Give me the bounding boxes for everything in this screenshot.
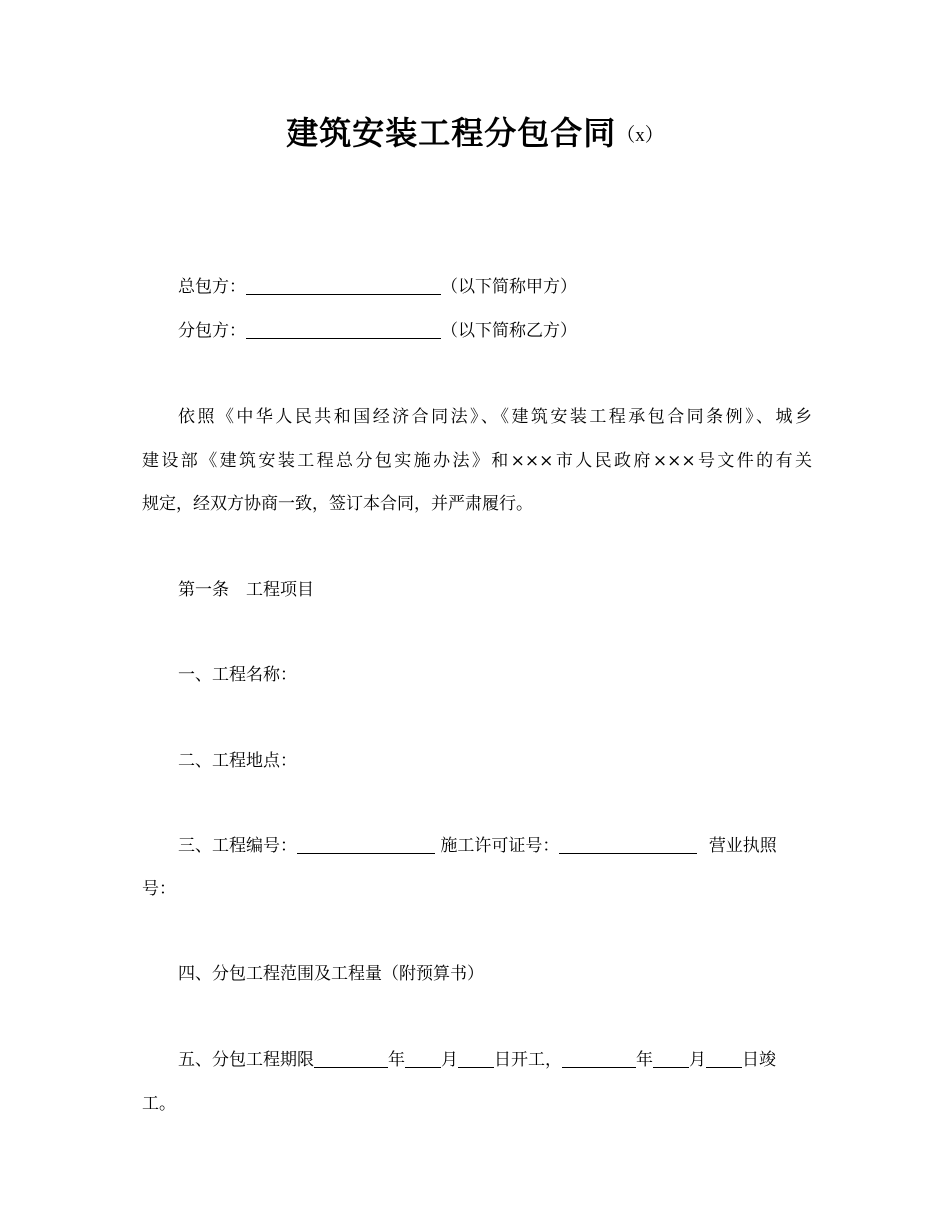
party-a-line <box>142 274 848 300</box>
item-5-month: 月 <box>441 1050 458 1070</box>
item-5-month-2: 月 <box>689 1050 706 1070</box>
end-month-blank[interactable] <box>653 1049 689 1068</box>
item-5-cont <box>142 1091 812 1117</box>
item-2-text: 二、工程地点： <box>178 751 297 771</box>
item-4-text: 四、分包工程范围及工程量（附预算书） <box>178 964 484 984</box>
party-b-blank[interactable] <box>246 320 441 339</box>
item-3 <box>142 833 848 859</box>
item-1-text: 一、工程名称： <box>178 665 297 685</box>
start-day-blank[interactable] <box>458 1049 494 1068</box>
item-3-license-cont: 号： <box>142 879 176 899</box>
project-number-blank[interactable] <box>297 835 435 854</box>
party-b-note: （以下简称乙方） <box>441 321 577 341</box>
title-suffix: （x） <box>616 125 664 146</box>
item-3-cont <box>142 876 812 902</box>
party-a-label: 总包方： <box>178 277 246 297</box>
preamble-text-2: 建设部《建筑安装工程总分包实施办法》和×××市人民政府×××号文件的有关 <box>142 451 812 471</box>
preamble-text-3: 规定，经双方协商一致，签订本合同，并严肃履行。 <box>142 494 533 514</box>
end-year-blank[interactable] <box>562 1049 636 1068</box>
item-1 <box>142 662 848 688</box>
preamble-line-1 <box>142 404 812 430</box>
preamble-line-3 <box>142 491 812 517</box>
start-year-blank[interactable] <box>314 1049 388 1068</box>
preamble-line-2 <box>142 448 812 474</box>
item-3-license: 营业执照 <box>708 836 777 856</box>
party-b-label: 分包方： <box>178 321 246 341</box>
item-5-year: 年 <box>388 1050 405 1070</box>
item-5-cont-text: 工。 <box>142 1094 176 1114</box>
item-3-permit: 施工许可证号： <box>440 836 560 856</box>
title-main: 建筑安装工程分包合同 <box>286 114 617 152</box>
item-5-day-start: 日开工， <box>494 1050 562 1070</box>
article-1-heading <box>142 577 848 603</box>
item-5-day-end: 日竣 <box>742 1050 776 1070</box>
item-5-year-2: 年 <box>636 1050 653 1070</box>
item-4 <box>142 961 848 987</box>
item-5-prefix: 五、分包工程期限 <box>178 1050 314 1070</box>
item-2 <box>142 748 848 774</box>
preamble-text-1: 依照《中华人民共和国经济合同法》、《建筑安装工程承包合同条例》、城乡 <box>178 407 812 427</box>
party-a-note: （以下简称甲方） <box>441 277 577 297</box>
article-1-heading-text: 第一条 工程项目 <box>178 580 314 600</box>
item-5 <box>142 1047 848 1073</box>
end-day-blank[interactable] <box>706 1049 742 1068</box>
party-b-line <box>142 318 848 344</box>
item-3-prefix: 三、工程编号： <box>178 836 297 856</box>
permit-number-blank[interactable] <box>559 835 697 854</box>
start-month-blank[interactable] <box>405 1049 441 1068</box>
document-title <box>0 108 950 154</box>
party-a-blank[interactable] <box>246 276 441 295</box>
